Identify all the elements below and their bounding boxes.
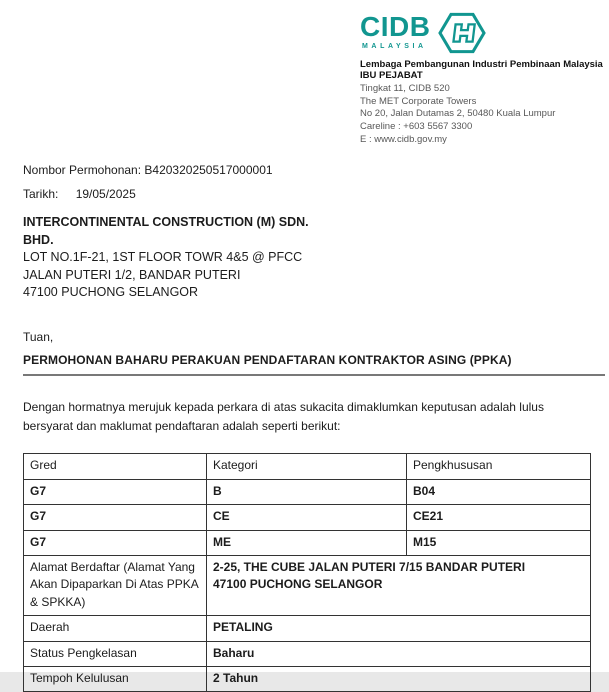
table-header-pengkhususan: Pengkhususan	[407, 454, 591, 479]
table-label-tempoh: Tempoh Kelulusan	[24, 666, 207, 691]
table-label-alamat: Alamat Berdaftar (Alamat Yang Akan Dipaparkan Di Atas PPKA & SPKKA)	[24, 555, 207, 615]
cidb-brand-text	[360, 13, 430, 50]
malaysia-wordmark: MALAYSIA	[362, 43, 427, 50]
table-value-alamat: 2-25, THE CUBE JALAN PUTERI 7/15 BANDAR PUTERI 47100 PUCHONG SELANGOR	[207, 555, 591, 615]
subject-line: PERMOHONAN BAHARU PERAKUAN PENDAFTARAN KONTRAKTOR ASING (PPKA)	[23, 352, 512, 367]
office-name: IBU PEJABAT	[360, 70, 423, 82]
table-header-row	[24, 454, 591, 479]
date-line	[23, 187, 595, 201]
table-label-daerah: Daerah	[24, 616, 207, 641]
letterhead-email: E : www.cidb.gov.my	[360, 134, 447, 146]
table-row-status	[24, 641, 591, 666]
table-value-status: Baharu	[207, 641, 591, 666]
table-cell-gred: G7	[24, 530, 207, 555]
table-cell-kategori: ME	[207, 530, 407, 555]
recipient-address-line: 47100 PUCHONG SELANGOR	[23, 285, 199, 299]
table-row-alamat	[24, 555, 591, 615]
table-cell-pengkhususan: B04	[407, 479, 591, 504]
table-header-kategori: Kategori	[207, 454, 407, 479]
table-row-tempoh	[24, 666, 591, 691]
table-value-daerah: PETALING	[207, 616, 591, 641]
letterhead-careline: Careline : +603 5567 3300	[360, 121, 473, 133]
cidb-hexagon-icon	[437, 11, 487, 55]
table-cell-pengkhususan: M15	[407, 530, 591, 555]
date-label: Tarikh:	[23, 187, 59, 201]
table-cell-pengkhususan: CE21	[407, 505, 591, 530]
recipient-address-line: JALAN PUTERI 1/2, BANDAR PUTERI	[23, 267, 241, 282]
table-row	[24, 479, 591, 504]
letterhead-address-line: Tingkat 11, CIDB 520	[360, 82, 450, 94]
table-cell-gred: G7	[24, 505, 207, 530]
application-number-label: Nombor Permohonan:	[23, 163, 142, 177]
table-row-daerah	[24, 616, 591, 641]
table-row	[24, 530, 591, 555]
date-value: 19/05/2025	[75, 187, 136, 201]
salutation: Tuan,	[23, 329, 54, 344]
recipient-block	[23, 214, 595, 302]
body-paragraph: Dengan hormatnya merujuk kepada perkara di atas sukacita dimaklumkan keputusan adalah lulus bersyarat dan maklumat pendaftaran adalah seperti berikut:	[23, 399, 544, 433]
cidb-wordmark: CIDB	[360, 11, 431, 42]
letterhead-address-line: No 20, Jalan Dutamas 2, 50480 Kuala Lumpur	[360, 108, 556, 120]
table-row	[24, 505, 591, 530]
table-cell-kategori: CE	[207, 505, 407, 530]
table-cell-gred: G7	[24, 479, 207, 504]
registration-table	[23, 453, 591, 692]
application-number-line	[23, 163, 595, 177]
horizontal-divider	[23, 374, 605, 376]
table-label-status: Status Pengkelasan	[24, 641, 207, 666]
table-value-tempoh: 2 Tahun	[207, 666, 591, 691]
recipient-address-line: LOT NO.1F-21, 1ST FLOOR TOWR 4&5 @ PFCC	[23, 250, 303, 264]
recipient-name-line2: BHD.	[23, 232, 54, 247]
letterhead	[360, 13, 606, 147]
application-number-value: B420320250517000001	[144, 163, 273, 177]
table-header-gred: Gred	[24, 454, 207, 479]
org-name: Lembaga Pembangunan Industri Pembinaan Malaysia	[360, 59, 603, 70]
letterhead-address-line: The MET Corporate Towers	[360, 95, 477, 107]
letter-body	[23, 163, 595, 692]
letterhead-address	[360, 83, 606, 147]
table-cell-kategori: B	[207, 479, 407, 504]
cidb-logo	[360, 13, 606, 55]
recipient-name-line1: INTERCONTINENTAL CONSTRUCTION (M) SDN.	[23, 215, 309, 229]
